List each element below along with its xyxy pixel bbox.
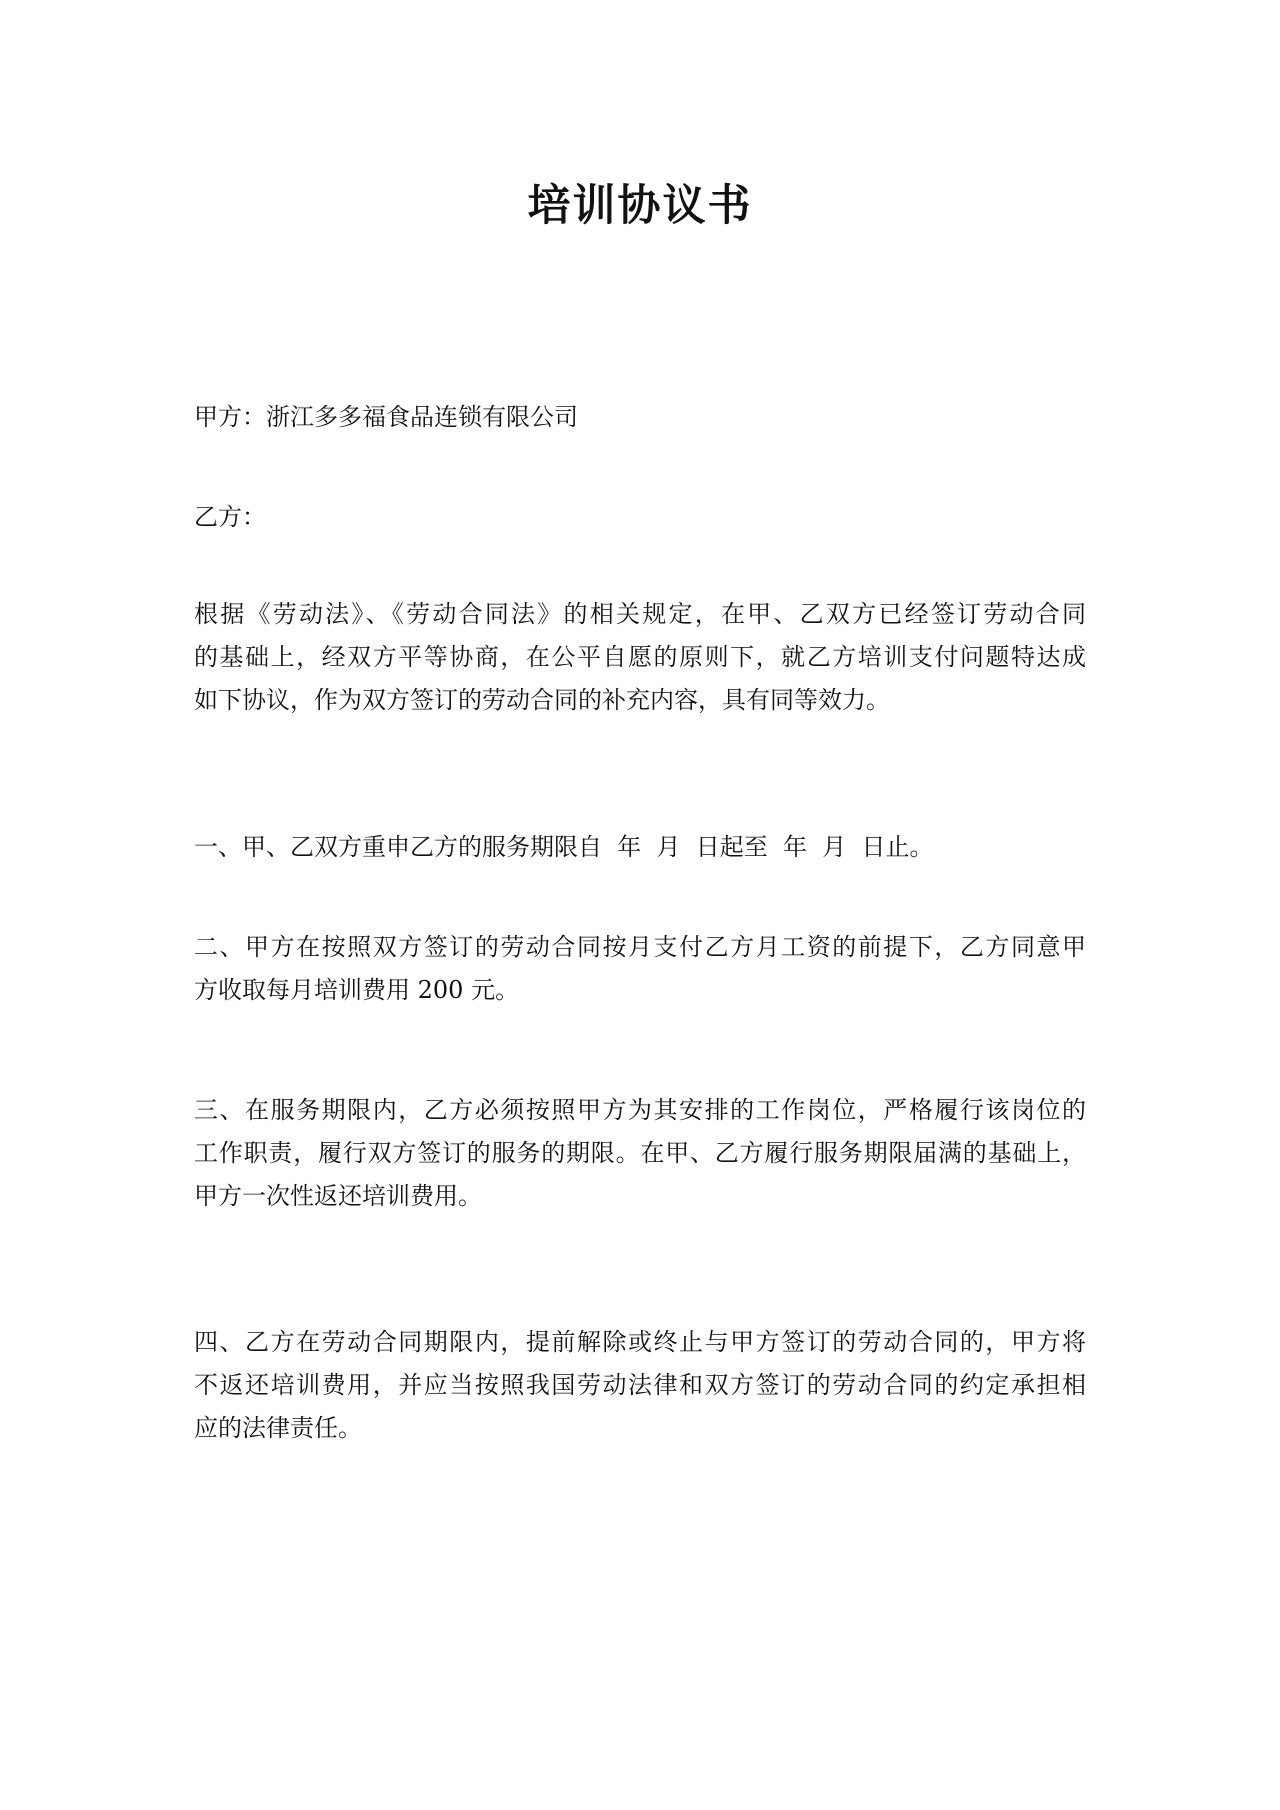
- party-a-text: 甲方：浙江多多福食品连锁有限公司: [194, 403, 578, 431]
- clause-3-line: 工作职责，履行双方签订的服务的期限。在甲、乙方履行服务期限届满的基础上，: [194, 1139, 1086, 1167]
- clause-2-line: 方收取每月培训费用 200 元。: [194, 976, 520, 1004]
- party-a-line: [194, 396, 1086, 439]
- party-b-line: [194, 496, 1086, 539]
- clause-4-line: 四、乙方在劳动合同期限内，提前解除或终止与甲方签订的劳动合同的，甲方将: [194, 1328, 1086, 1356]
- party-b-text: 乙方：: [194, 503, 266, 531]
- clause-4-line: 应的法律责任。: [194, 1414, 362, 1442]
- clause-3: [194, 1089, 1086, 1218]
- document-title: 培训协议书: [527, 181, 753, 231]
- intro-line: 的基础上，经双方平等协商，在公平自愿的原则下，就乙方培训支付问题特达成: [194, 643, 1086, 671]
- clause-3-line: 甲方一次性返还培训费用。: [194, 1182, 482, 1210]
- clause-3-line: 三、在服务期限内，乙方必须按照甲方为其安排的工作岗位，严格履行该岗位的: [194, 1096, 1086, 1124]
- intro-line: 根据《劳动法》、《劳动合同法》的相关规定，在甲、乙双方已经签订劳动合同: [194, 600, 1086, 628]
- intro-paragraph: [194, 593, 1086, 722]
- clause-2: [194, 926, 1086, 1012]
- clause-1-line: 一、甲、乙双方重申乙方的服务期限自 年 月 日起至 年 月 日止。: [194, 833, 934, 861]
- intro-line: 如下协议，作为双方签订的劳动合同的补充内容，具有同等效力。: [194, 686, 890, 714]
- clause-1: [194, 826, 1086, 869]
- clause-2-line: 二、甲方在按照双方签订的劳动合同按月支付乙方月工资的前提下，乙方同意甲: [194, 933, 1086, 961]
- clause-4: [194, 1321, 1086, 1450]
- clause-4-line: 不返还培训费用，并应当按照我国劳动法律和双方签订的劳动合同的约定承担相: [194, 1371, 1086, 1399]
